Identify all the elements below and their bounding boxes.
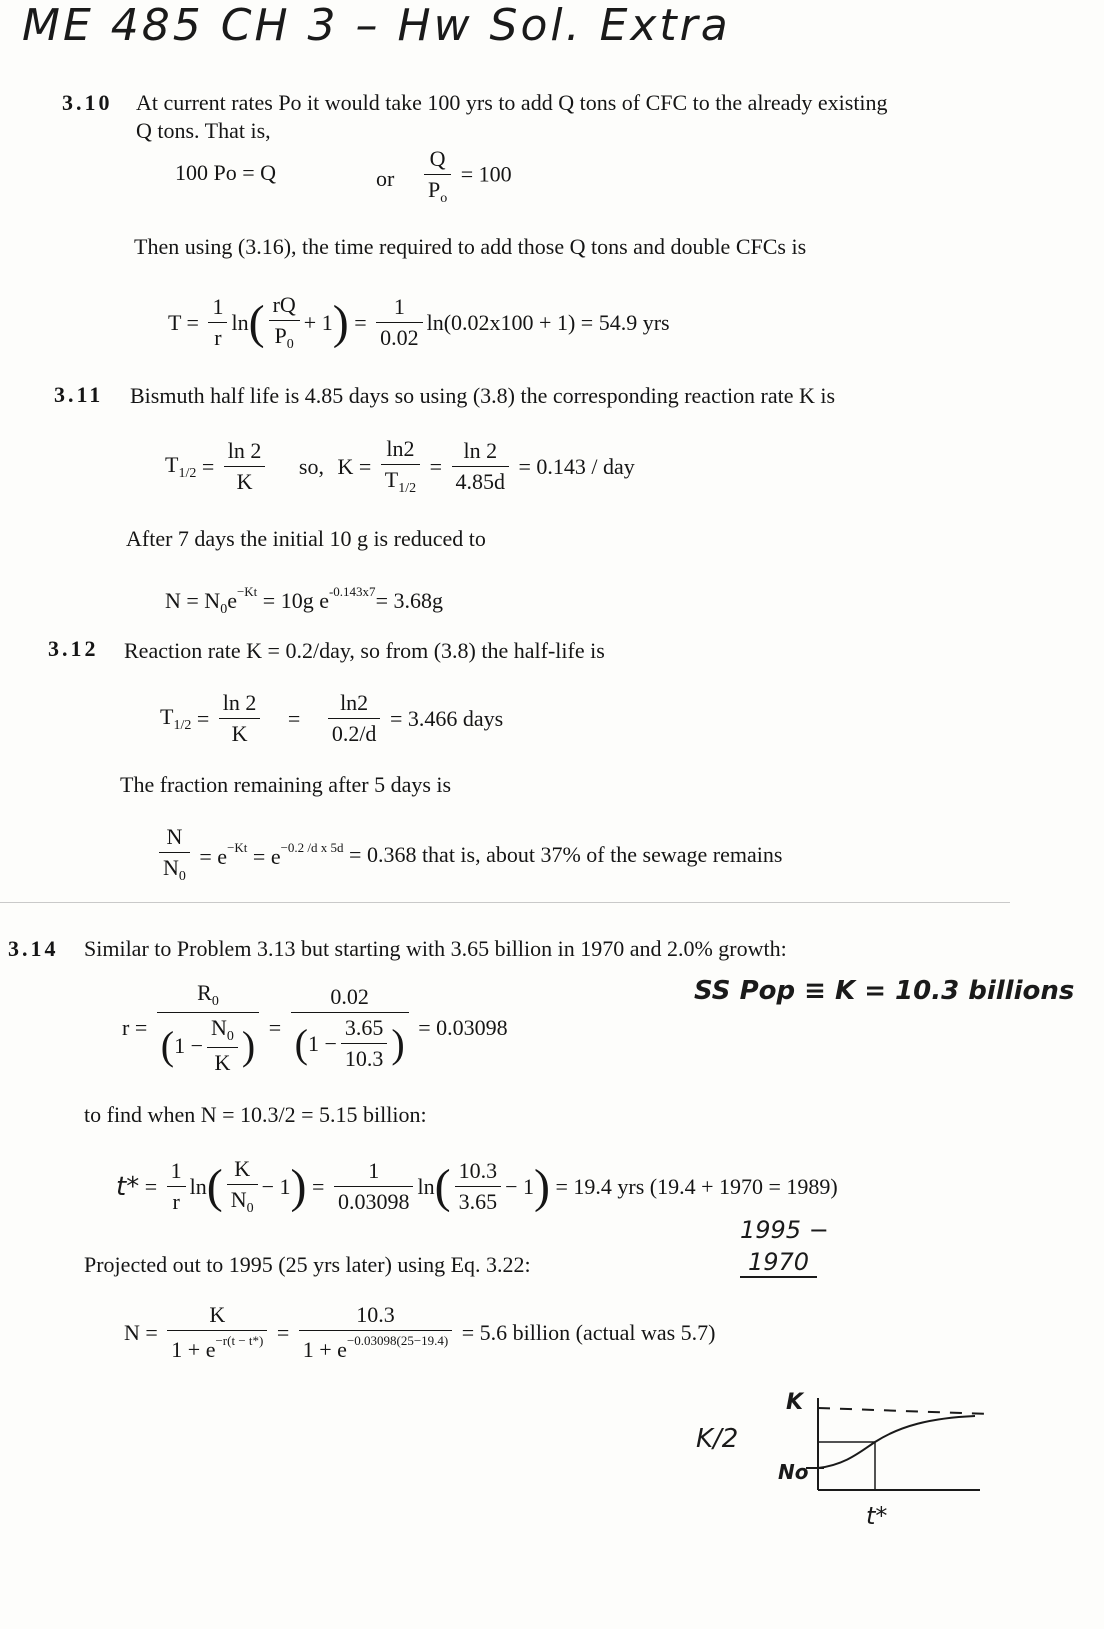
problem-3-14-projected: Projected out to 1995 (25 yrs later) using Eq. 3.22: [84,1252,531,1277]
problem-3-14-text-line1: Similar to Problem 3.13 but starting with 3.65 billion in 1970 and 2.0% growth: [84,936,787,961]
equation-t-star: t* = $\frac{1}{r}$ ln( $\frac{K}{N_0}$ − 1) = $\frac{1}{0.03098}$ ln( $\frac{10.3}{3.65}$ − 1) = 19.4 yrs (19.4 + 1970 = 1989) [116,1156,838,1216]
sketch-label-k-half: K/2 [696,1424,739,1454]
handwritten-note-1995: 1995 − [740,1216,829,1244]
problem-number-3-10: 3.10 [62,90,113,115]
equation-half-life-sewage: $T_{1/2}$ = $\frac{\ln 2}{K}$ = $\frac{\ln 2}{0.2/d}$ = 3.466 days [160,690,504,746]
equation-100po: 100 Po = Q [175,160,277,185]
problem-3-10-text-line1: At current rates Po it would take 100 yrs to add Q tons of CFC to the already existing [136,90,888,115]
equation-half-life-bismuth: $T_{1/2}$ = $\frac{\ln 2}{K}$ so, K = $\frac{\ln 2}{T_{1/2}}$ = $\frac{\ln 2}{4.85d}$ = 0.143 / day [165,436,635,496]
section-divider [0,902,1010,903]
problem-number-3-12: 3.12 [48,636,99,661]
handwritten-note-1970: 1970 [740,1248,817,1278]
equation-logistic-projection: N = $\frac{K}{1 + e^{-r(t - t*)}}$ = $\frac{10.3}{1 + e^{-0.03098(25-19.4)}}$ = 5.6 billion (actual was 5.7) [124,1302,716,1362]
equation-growth-rate-r: r = $R_0$ (1 − $\frac{N_0}{K}$ ) = 0.02 (1 − $\frac{3.65}{10.3}$ ) = 0.03098 [122,980,508,1075]
sketch-k-asymptote [818,1408,990,1414]
equation-decay-bismuth: $N = N_0e^{-Kt} = 10g$ $e^{-0.143x7}= 3.68g$ [165,584,443,617]
sketch-label-t-star: t* [866,1502,888,1530]
word-or: or [376,166,395,191]
equation-fraction-remaining: $\frac{N}{N_0}$ = $e^{-Kt} = e^{-0.2 /d x 5d} = 0.368$ that is, about 37% of the sewage remains [155,824,782,885]
problem-3-11-text-line1: Bismuth half life is 4.85 days so using (3.8) the corresponding reaction rate K is [130,383,836,408]
problem-3-10-then: Then using (3.16), the time required to add those Q tons and double CFCs is [134,234,807,259]
problem-3-11-after: After 7 days the initial 10 g is reduced to [126,526,486,551]
problem-number-3-14: 3.14 [8,936,59,961]
logistic-curve-sketch [800,1390,1000,1510]
equation-t-doubling: T = $\frac{1}{r}$ ln( $\frac{rQ}{P_0}$ + 1) = $\frac{1}{0.02}$ ln(0.02x100 + 1) = 54.9 yrs [168,292,670,352]
problem-3-14-find-line: to find when N = 10.3/2 = 5.15 billion: [84,1102,427,1127]
handwritten-note-ss-pop: SS Pop ≡ K = 10.3 billions [694,976,1075,1006]
sketch-label-k: K [786,1390,804,1415]
problem-3-10-text-line2: Q tons. That is, [136,118,271,143]
problem-3-12-fraction-line: The fraction remaining after 5 days is [120,772,452,797]
page-header: ME 485 CH 3 – Hw Sol. Extra [22,0,731,51]
equation-q-over-po: $\frac{Q}{P_o}$ = 100 [420,146,512,207]
problem-3-12-text-line1: Reaction rate K = 0.2/day, so from (3.8) the half-life is [124,638,605,663]
problem-number-3-11: 3.11 [54,382,104,407]
sketch-label-no: No [778,1460,809,1484]
